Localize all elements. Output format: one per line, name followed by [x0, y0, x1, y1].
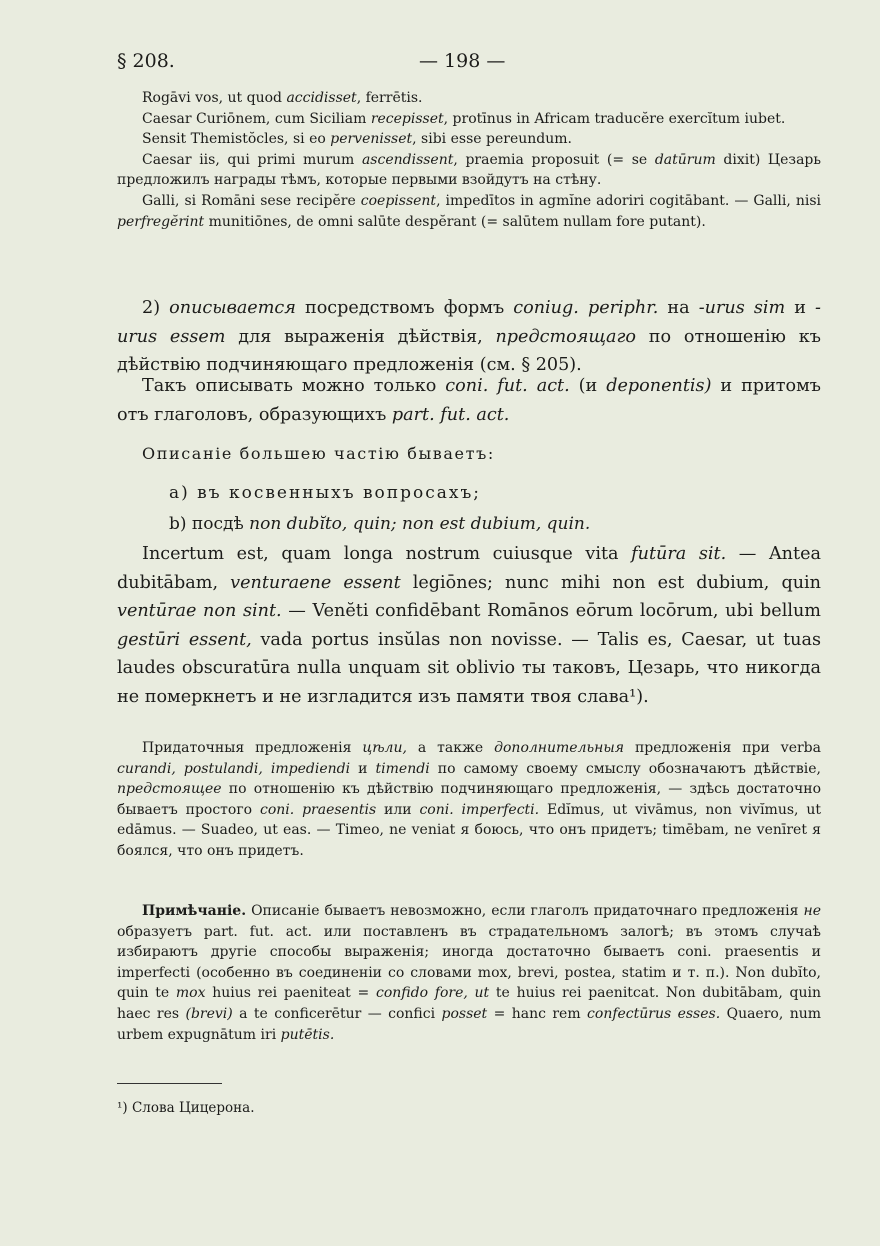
italic-text-run: (brevi)	[185, 1005, 233, 1022]
example-sentence	[117, 150, 821, 191]
italic-text-run: putētis.	[280, 1026, 335, 1043]
paragraph-usage: Описаніе большею частію бываетъ:	[142, 444, 495, 463]
text-run: и притомъ отъ глаголовъ, образующихъ	[117, 376, 821, 425]
text-run: Caesar Curiōnem, cum Siciliam	[142, 110, 371, 127]
text-run: 2)	[142, 298, 170, 318]
text-run: , protīnus in Africam traducĕre exercĭtum iubet.	[443, 110, 786, 127]
text-run: и	[785, 298, 816, 318]
list-item	[169, 509, 821, 540]
text-run: посредствомъ формъ	[295, 298, 514, 318]
text-run: а также	[406, 740, 495, 756]
italic-text-run: confectūrus esses.	[587, 1005, 721, 1022]
paragraph-examples	[117, 540, 821, 711]
italic-text-run: gestūri essent,	[117, 629, 252, 650]
section-number: § 208.	[117, 50, 175, 72]
text-run: b) посдѣ	[169, 514, 250, 534]
text-run: Такъ описывать можно только	[142, 376, 446, 396]
italic-text-run: perfregĕrint	[117, 213, 205, 230]
text-run: = hanc rem	[487, 1005, 588, 1022]
usage-list	[117, 478, 821, 540]
italic-text-run: posset	[441, 1005, 488, 1022]
text-run: huius rei paeniteat =	[205, 985, 377, 1002]
italic-text-run: предстоящее	[117, 781, 222, 798]
italic-text-run: ventūrae non sint.	[117, 601, 282, 621]
italic-text-run: coni. imperfecti.	[419, 801, 540, 818]
text-run: для выраженія дѣйствія,	[225, 326, 496, 347]
text-run: Rogāvi vos, ut quod	[142, 90, 287, 106]
italic-text-run: coniug. periphr.	[513, 298, 659, 318]
text-run: te huius rei paenitcat. Non dubitābam, quin haec res	[117, 985, 821, 1022]
text-run: по отношенію къ дѣйствію подчиняющаго предложенія, — здѣсь достаточно бываетъ простого	[117, 781, 821, 818]
text-run: vada portus insŭlas non novisse. — Talis es, Caesar, ut tuas laudes obscuratūra nulla unquam sit oblivio ты таковъ, Цезарь, что никогда не померкнетъ и не изгладится изъ памяти твоя слава¹).	[117, 629, 821, 707]
text-run: Incertum est, quam longa nostrum cuiusque vita	[142, 544, 632, 564]
italic-text-run: accidisset	[286, 90, 357, 106]
text-run: Quaero, num urbem expugnātum iri	[117, 1005, 822, 1043]
text-run: , impedītos in agmĭne adoriri cogitābant. — Galli, nisi	[436, 192, 821, 209]
text-run: по самому своему смыслу обозначаютъ дѣйствіе,	[429, 760, 821, 777]
italic-text-run: futūra sit.	[631, 544, 727, 564]
italic-text-run: recepisset	[370, 110, 444, 127]
italic-text-run: venturaene essent	[230, 572, 401, 593]
footnote: ¹) Слова Цицерона.	[117, 1100, 255, 1116]
text-run: Sensit Themistŏcles, si eo	[142, 131, 331, 148]
italic-text-run: curandi, postulandi, impediendi	[117, 760, 351, 777]
text-run: — Venĕti confidēbant Romānos eōrum locōrum, ubi bellum	[281, 601, 821, 621]
paragraph-final-clauses	[117, 738, 821, 862]
italic-text-run: part. fut. act.	[391, 404, 510, 425]
usage-list-items	[117, 478, 821, 540]
text-run: a te conficerētur — confici	[232, 1005, 442, 1022]
text-run: munitiōnes, de omni salūte despĕrant (= salūtem nullam fore putant).	[204, 213, 706, 230]
text-run: Примѣчаніе.	[142, 903, 247, 919]
italic-text-run: предстоящаго	[495, 326, 636, 347]
italic-text-run: mox	[175, 985, 206, 1002]
italic-text-run: coepissent	[360, 192, 437, 209]
italic-text-run: цѣли,	[362, 740, 407, 756]
italic-text-run: deponentis)	[606, 376, 712, 396]
example-sentence	[117, 109, 821, 130]
text-run: , ferrētis.	[356, 90, 423, 106]
text-run: a)	[169, 483, 198, 503]
italic-text-run: datūrum	[654, 151, 716, 168]
text-run: legiōnes; nunc mihi non est dubium, quin	[400, 572, 822, 593]
italic-text-run: не	[803, 903, 821, 919]
italic-text-run: coni. fut. act.	[445, 376, 570, 396]
example-sentence	[117, 129, 821, 150]
paragraph-periphrastic	[117, 294, 821, 380]
text-run: по отношенію къ дѣйствію подчиняющаго предложенія (см. § 205).	[117, 326, 821, 375]
text-run: въ косвенныхъ вопросахъ;	[197, 483, 482, 503]
text-run: Caesar iis, qui primi murum	[142, 151, 362, 168]
italic-text-run: confido fore, ut	[376, 985, 490, 1002]
footnote-rule	[117, 1083, 222, 1084]
text-run: Описаніе бываетъ невозможно, если глаголъ придаточнаго предложенія	[246, 903, 804, 919]
text-run: предложенія при verba	[624, 740, 821, 756]
italic-text-run: non dubĭto, quin; non est dubium, quin.	[249, 514, 591, 534]
italic-text-run: timendi	[375, 760, 430, 777]
examples-block	[117, 88, 821, 232]
italic-text-run: ascendissent	[361, 151, 454, 168]
text-run: или	[376, 801, 420, 818]
paragraph-restriction	[117, 372, 821, 429]
example-sentence	[117, 191, 821, 232]
page-number: — 198 —	[419, 50, 506, 72]
text-run: dixit) Цезарь предложилъ награды тѣмъ, которые первыми взойдутъ на стѣну.	[117, 151, 821, 189]
page-header	[117, 50, 807, 78]
italic-text-run: описывается	[169, 298, 296, 318]
text-run: , praemia proposuit (= se	[453, 151, 655, 168]
italic-text-run: -urus essem	[117, 298, 821, 347]
example-sentence	[117, 88, 821, 109]
text-run: Edĭmus, ut vivāmus, non vivĭmus, ut edāmus. — Suadeo, ut eas. — Timeo, ne veniat я боюсь, что онъ придетъ; timēbam, ne venīret я боялся, что онъ придетъ.	[117, 801, 821, 859]
text-run: на	[658, 298, 699, 318]
text-run: и	[350, 760, 376, 777]
italic-text-run: дополнительныя	[494, 740, 625, 756]
text-run: Galli, si Romāni sese recipĕre	[142, 192, 361, 209]
text-run: Придаточныя предложенія	[142, 740, 363, 756]
text-run: , sibi esse pereundum.	[412, 131, 572, 148]
text-run: образуетъ part. fut. act. или поставленъ въ страдательномъ залогѣ; въ этомъ случаѣ избираютъ другіе способы выраженія; иногда достаточно бываетъ coni. praesentis и imperfecti (особенно въ соединеніи со словами mox, brevi, postea, statim и т. п.). Non dubĭto, quin te	[117, 923, 821, 1002]
list-item	[169, 478, 821, 509]
text-run: (и	[569, 376, 607, 396]
italic-text-run: coni. praesentis	[260, 801, 377, 818]
note-paragraph	[117, 901, 821, 1045]
text-run: — Antea dubitābam,	[117, 544, 821, 593]
italic-text-run: -urus sim	[698, 298, 786, 318]
italic-text-run: pervenisset	[330, 131, 413, 148]
